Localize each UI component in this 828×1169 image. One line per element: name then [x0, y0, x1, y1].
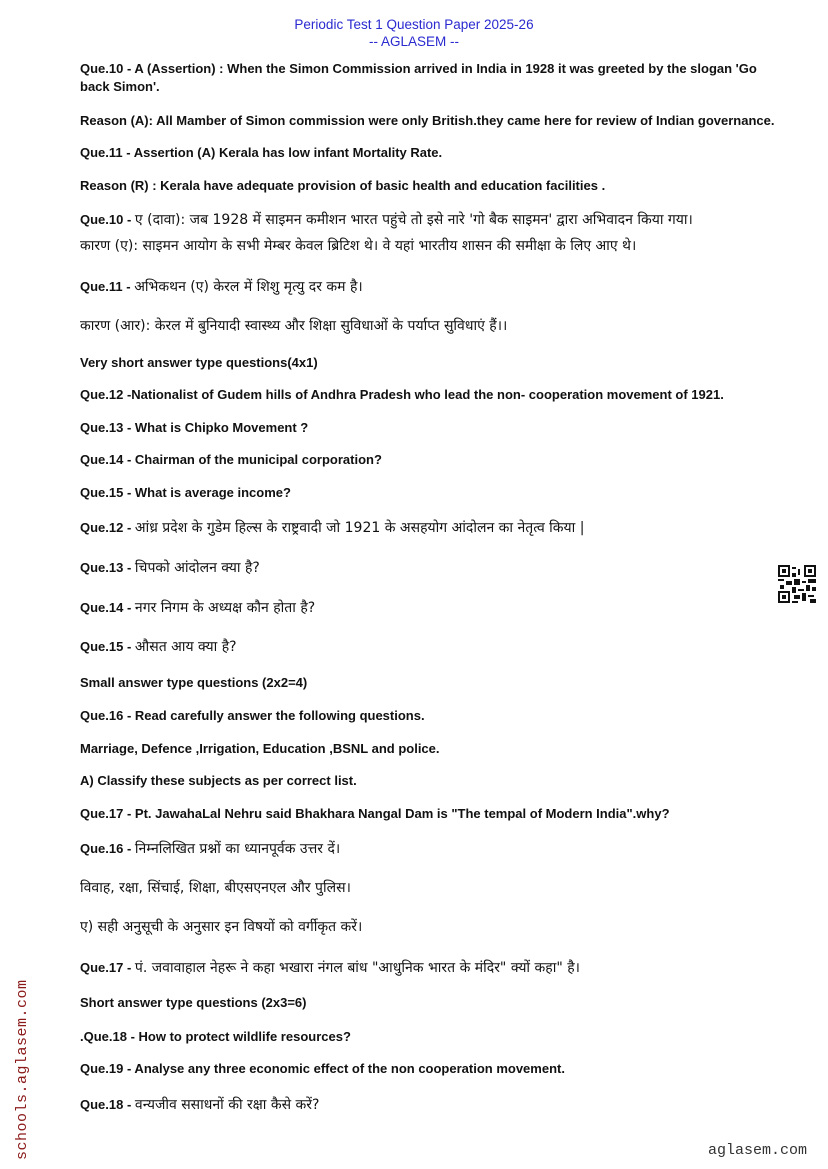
watermark-left: schools.aglasem.com — [14, 979, 31, 1160]
question-line: Que.13 - What is Chipko Movement ? — [80, 420, 309, 435]
hindi-line: कारण (ए): साइमन आयोग के सभी मेम्बर केवल ब्रिटिश थे। वे यहां भारतीय शासन की समीक्षा के लिए आए थे। — [80, 238, 637, 254]
question-line: back Simon'. — [80, 79, 160, 94]
section-heading: Small answer type questions (2x2=4) — [80, 675, 308, 690]
watermark-right: aglasem.com — [708, 1142, 808, 1159]
hindi-line: Que.14 - नगर निगम के अध्यक्ष कौन होता है? — [80, 600, 316, 616]
question-line: Que.12 -Nationalist of Gudem hills of Andhra Pradesh who lead the non- cooperation movement of 1921. — [80, 387, 724, 402]
hindi-line: ए) सही अनुसूची के अनुसार इन विषयों को वर्गीकृत करें। — [80, 919, 363, 935]
hindi-line: Que.13 - चिपको आंदोलन क्या है? — [80, 560, 260, 576]
question-line: Que.11 - Assertion (A) Kerala has low infant Mortality Rate. — [80, 145, 443, 160]
question-line: Reason (A): All Mamber of Simon commission were only British.they came here for review of Indian governance. — [80, 113, 775, 128]
hindi-line: विवाह, रक्षा, सिंचाई, शिक्षा, बीएसएनएल और पुलिस। — [80, 880, 351, 896]
hindi-line: Que.11 - अभिकथन (ए) केरल में शिशु मृत्यु दर कम है। — [80, 279, 363, 295]
section-heading: Very short answer type questions(4x1) — [80, 355, 318, 370]
hindi-line: Que.16 - निम्नलिखित प्रश्नों का ध्यानपूर्वक उत्तर दें। — [80, 841, 341, 857]
question-line: Que.19 - Analyse any three economic effect of the non cooperation movement. — [80, 1061, 565, 1076]
question-line: A) Classify these subjects as per correct list. — [80, 773, 357, 788]
question-line: Que.15 - What is average income? — [80, 485, 291, 500]
question-line: .Que.18 - How to protect wildlife resources? — [80, 1029, 351, 1044]
section-heading: Short answer type questions (2x3=6) — [80, 995, 307, 1010]
document-title: Periodic Test 1 Question Paper 2025-26 — [294, 17, 534, 32]
question-line: Que.14 - Chairman of the municipal corporation? — [80, 452, 382, 467]
hindi-line: कारण (आर): केरल में बुनियादी स्वास्थ्य और शिक्षा सुविधाओं के पर्याप्त सुविधाएं हैं।। — [80, 318, 508, 334]
question-line: Que.10 - A (Assertion) : When the Simon Commission arrived in India in 1928 it was greeted by the slogan 'Go — [80, 61, 757, 76]
question-line: Reason (R) : Kerala have adequate provision of basic health and education facilities . — [80, 178, 606, 193]
hindi-line: Que.17 - पं. जवावाहाल नेहरू ने कहा भखारा नंगल बांध "आधुनिक भारत के मंदिर" क्यों कहा" है। — [80, 960, 580, 976]
qr-code-icon[interactable] — [778, 565, 816, 603]
hindi-line: Que.18 - वन्यजीव ससाधनों की रक्षा कैसे करें? — [80, 1097, 320, 1113]
question-line: Que.16 - Read carefully answer the following questions. — [80, 708, 425, 723]
hindi-line: Que.10 - ए (दावा): जब 1928 में साइमन कमीशन भारत पहुंचे तो इसे नारे 'गो बैक साइमन' द्वारा अभिवादन किया गया। — [80, 212, 693, 228]
question-line: Que.17 - Pt. JawahaLal Nehru said Bhakhara Nangal Dam is "The tempal of Modern India".why? — [80, 806, 670, 821]
document-subtitle: -- AGLASEM -- — [368, 34, 459, 49]
hindi-line: Que.12 - आंध्र प्रदेश के गुडेम हिल्स के राष्ट्रवादी जो 1921 के असहयोग आंदोलन का नेतृत्व किया | — [80, 520, 585, 536]
question-line: Marriage, Defence ,Irrigation, Education ,BSNL and police. — [80, 741, 440, 756]
hindi-line: Que.15 - औसत आय क्या है? — [80, 639, 237, 655]
